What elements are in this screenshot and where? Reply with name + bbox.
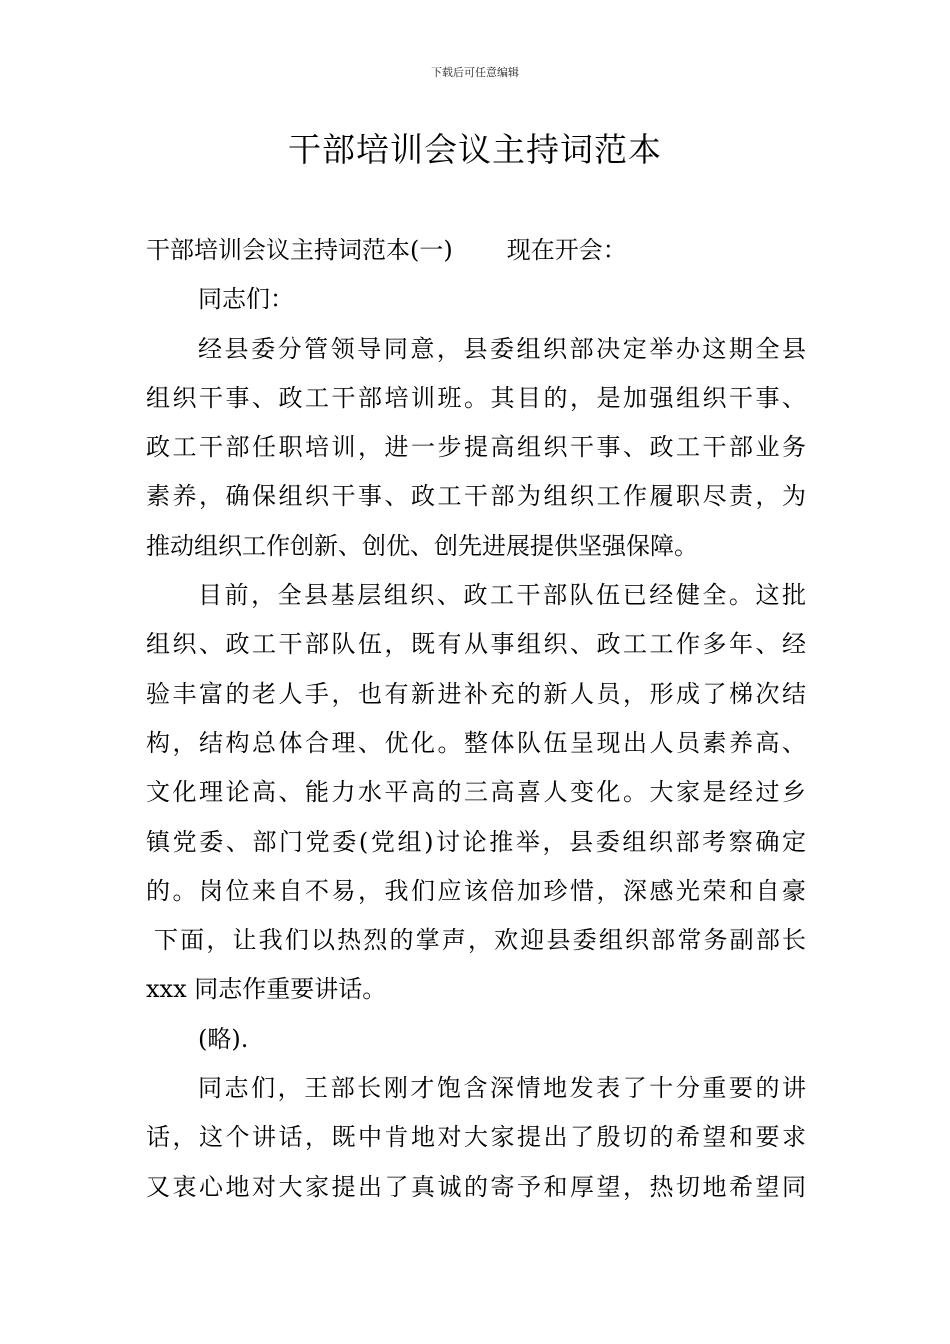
paragraph-line: 素养，确保组织干事、政工干部为组织工作履职尽责，为 <box>146 482 806 511</box>
header-note: 下载后可任意编辑 <box>431 66 519 79</box>
first-line <box>146 226 806 275</box>
paragraph-line: 经县委分管领导同意，县委组织部决定举办这期全县 <box>198 334 806 363</box>
paragraph-line: 的。岗位来自不易，我们应该倍加珍惜，深感光荣和自豪 <box>146 876 806 905</box>
paragraph-line: 话，这个讲话，既中肯地对大家提出了殷切的希望和要求 <box>146 1123 806 1152</box>
paragraph-line: 目前，全县基层组织、政工干部队伍已经健全。这批 <box>198 581 806 610</box>
paragraph-line: 镇党委、部门党委(党组)讨论推举，县委组织部考察确定 <box>146 827 806 856</box>
paragraph-line: 组织、政工干部队伍，既有从事组织、政工工作多年、经 <box>146 630 806 659</box>
paragraph-line: 构，结构总体合理、优化。整体队伍呈现出人员素养高、 <box>146 728 806 757</box>
paragraph-line: 验丰富的老人手，也有新进补充的新人员，形成了梯次结 <box>146 679 806 708</box>
opening-text: 现在开会： <box>506 236 627 264</box>
paragraph-line: 文化理论高、能力水平高的三高喜人变化。大家是经过乡 <box>146 778 806 807</box>
document-body <box>146 226 806 1212</box>
salutation: 同志们： <box>198 285 294 314</box>
paragraph-line: 政工干部任职培训，进一步提高组织干事、政工干部业务 <box>146 433 806 462</box>
section-heading: 干部培训会议主持词范本(一) <box>146 236 453 264</box>
paragraph-line: 又衷心地对大家提出了真诚的寄予和厚望，热切地希望同 <box>146 1172 806 1201</box>
paragraph-line: 推动组织工作创新、创优、创先进展提供坚强保障。 <box>146 531 698 560</box>
paragraph-line: xxx 同志作重要讲话。 <box>146 975 387 1004</box>
paragraph-line: 组织干事、政工干部培训班。其目的，是加强组织干事、 <box>146 383 806 412</box>
paragraph-line: 同志们，王部长刚才饱含深情地发表了十分重要的讲 <box>198 1074 806 1103</box>
paragraph-line: (略). <box>198 1024 249 1053</box>
paragraph-line: 下面，让我们以热烈的掌声，欢迎县委组织部常务副部长 <box>154 926 806 955</box>
document-title: 干部培训会议主持词范本 <box>288 130 662 169</box>
